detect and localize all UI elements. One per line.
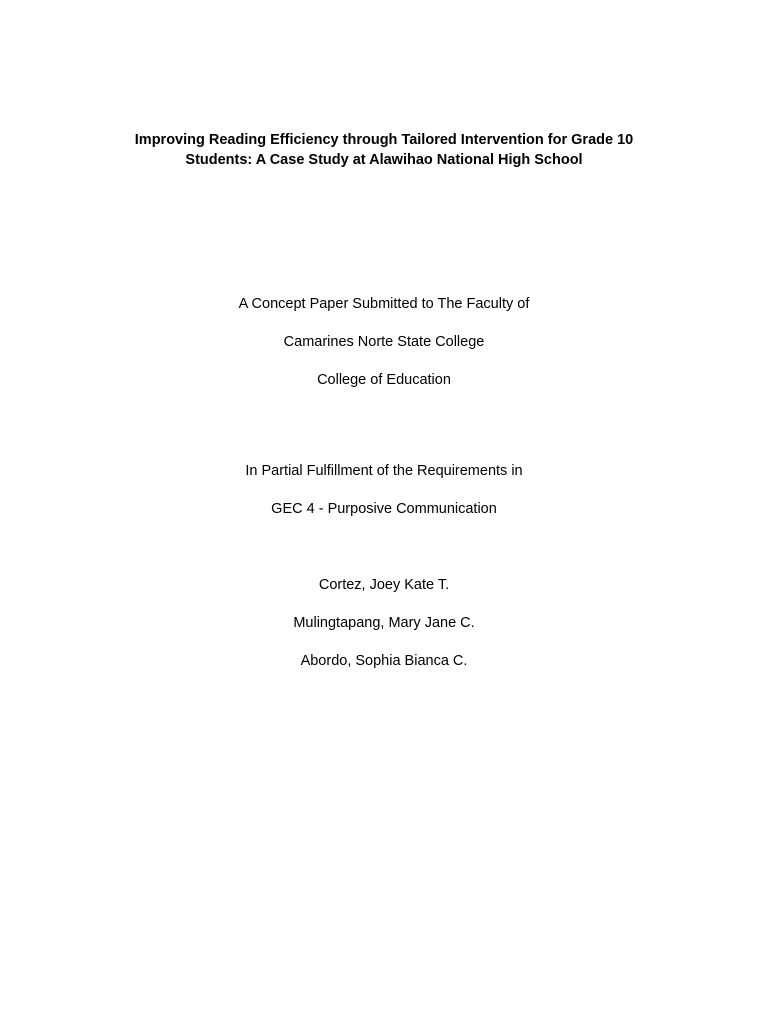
college-name: College of Education [317,372,451,388]
fulfillment-line: In Partial Fulfillment of the Requirements in [245,463,523,479]
title-line-2: Students: A Case Study at Alawihao National High School [185,152,583,168]
course-name: GEC 4 - Purposive Communication [271,501,497,517]
author-name: Abordo, Sophia Bianca C. [300,653,468,669]
title-line-1: Improving Reading Efficiency through Tailored Intervention for Grade 10 [134,132,634,148]
submission-line: A Concept Paper Submitted to The Faculty of [238,296,530,312]
author-name: Mulingtapang, Mary Jane C. [293,615,475,631]
institution-name: Camarines Norte State College [283,334,485,350]
author-name: Cortez, Joey Kate T. [318,577,450,593]
